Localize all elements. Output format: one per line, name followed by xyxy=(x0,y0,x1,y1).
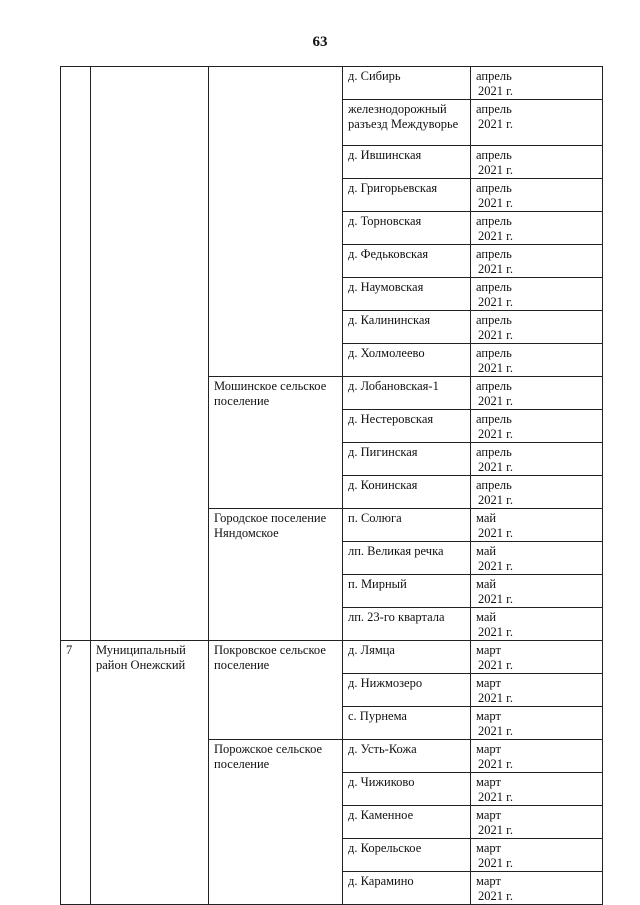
date-year: 2021 г. xyxy=(478,83,513,98)
locality-cell: п. Солюга xyxy=(343,509,471,542)
date-cell xyxy=(471,179,603,212)
locality-cell: д. Наумовская xyxy=(343,278,471,311)
locality-cell: с. Пурнема xyxy=(343,707,471,740)
date-month: март xyxy=(476,874,501,888)
date-cell xyxy=(471,344,603,377)
locality-cell: лп. 23-го квартала xyxy=(343,608,471,641)
date-month: май xyxy=(476,511,497,525)
date-year: 2021 г. xyxy=(478,393,513,408)
locality-cell: лп. Великая речка xyxy=(343,542,471,575)
date-year: 2021 г. xyxy=(478,195,513,210)
schedule-table xyxy=(60,66,603,905)
settlement-cell xyxy=(209,67,343,377)
date-cell xyxy=(471,674,603,707)
date-month: март xyxy=(476,808,501,822)
locality-cell: д. Григорьевская xyxy=(343,179,471,212)
date-month: май xyxy=(476,544,497,558)
date-year: 2021 г. xyxy=(478,261,513,276)
date-month: апрель xyxy=(476,478,512,492)
date-month: апрель xyxy=(476,313,512,327)
date-year: 2021 г. xyxy=(478,789,513,804)
date-year: 2021 г. xyxy=(478,723,513,738)
date-year: 2021 г. xyxy=(478,690,513,705)
date-year: 2021 г. xyxy=(478,294,513,309)
date-month: март xyxy=(476,709,501,723)
date-month: март xyxy=(476,775,501,789)
date-year: 2021 г. xyxy=(478,327,513,342)
date-cell xyxy=(471,146,603,179)
date-month: апрель xyxy=(476,181,512,195)
date-year: 2021 г. xyxy=(478,624,513,639)
locality-cell: д. Нижмозеро xyxy=(343,674,471,707)
date-month: май xyxy=(476,610,497,624)
district-cell: Муниципальный район Онежский xyxy=(91,641,209,905)
settlement-cell: Порожское сельское поселение xyxy=(209,740,343,905)
locality-cell: д. Чижиково xyxy=(343,773,471,806)
locality-cell: д. Торновская xyxy=(343,212,471,245)
date-cell xyxy=(471,806,603,839)
row-number-cell xyxy=(61,67,91,641)
locality-cell: д. Ившинская xyxy=(343,146,471,179)
date-year: 2021 г. xyxy=(478,855,513,870)
settlement-cell: Мошинское сельское поселение xyxy=(209,377,343,509)
date-cell xyxy=(471,773,603,806)
date-year: 2021 г. xyxy=(478,459,513,474)
date-cell xyxy=(471,542,603,575)
locality-cell: д. Холмолеево xyxy=(343,344,471,377)
date-cell xyxy=(471,509,603,542)
locality-cell: д. Федьковская xyxy=(343,245,471,278)
date-month: апрель xyxy=(476,379,512,393)
locality-cell: д. Лобановская-1 xyxy=(343,377,471,410)
locality-cell: п. Мирный xyxy=(343,575,471,608)
date-month: март xyxy=(476,841,501,855)
date-cell xyxy=(471,839,603,872)
locality-cell: д. Лямца xyxy=(343,641,471,674)
date-month: март xyxy=(476,742,501,756)
date-cell xyxy=(471,641,603,674)
locality-cell: д. Калининская xyxy=(343,311,471,344)
locality-cell: д. Пигинская xyxy=(343,443,471,476)
date-year: 2021 г. xyxy=(478,162,513,177)
date-cell xyxy=(471,575,603,608)
date-year: 2021 г. xyxy=(478,228,513,243)
date-cell xyxy=(471,872,603,905)
date-cell xyxy=(471,740,603,773)
locality-cell: д. Нестеровская xyxy=(343,410,471,443)
page-number: 63 xyxy=(312,34,328,50)
locality-cell: д. Каменное xyxy=(343,806,471,839)
date-cell xyxy=(471,67,603,100)
date-year: 2021 г. xyxy=(478,558,513,573)
date-month: апрель xyxy=(476,247,512,261)
locality-cell: д. Сибирь xyxy=(343,67,471,100)
date-cell xyxy=(471,212,603,245)
schedule-table-body xyxy=(61,67,603,905)
date-month: апрель xyxy=(476,445,512,459)
date-cell xyxy=(471,608,603,641)
date-month: апрель xyxy=(476,412,512,426)
date-cell xyxy=(471,410,603,443)
date-year: 2021 г. xyxy=(478,888,513,903)
locality-cell: д. Корельское xyxy=(343,839,471,872)
date-year: 2021 г. xyxy=(478,360,513,375)
date-cell xyxy=(471,245,603,278)
locality-cell: д. Карамино xyxy=(343,872,471,905)
date-year: 2021 г. xyxy=(478,591,513,606)
locality-cell: железнодорожный разъезд Междуворье xyxy=(343,100,471,146)
date-month: апрель xyxy=(476,148,512,162)
date-cell xyxy=(471,476,603,509)
date-cell xyxy=(471,707,603,740)
date-cell xyxy=(471,443,603,476)
row-number-cell: 7 xyxy=(61,641,91,905)
locality-cell: д. Конинская xyxy=(343,476,471,509)
date-year: 2021 г. xyxy=(478,492,513,507)
table-row xyxy=(61,641,603,674)
date-year: 2021 г. xyxy=(478,822,513,837)
date-month: апрель xyxy=(476,102,512,116)
date-year: 2021 г. xyxy=(478,525,513,540)
date-month: апрель xyxy=(476,69,512,83)
date-cell xyxy=(471,311,603,344)
date-cell xyxy=(471,100,603,146)
district-cell xyxy=(91,67,209,641)
date-month: апрель xyxy=(476,214,512,228)
date-month: апрель xyxy=(476,280,512,294)
table-row xyxy=(61,67,603,100)
date-month: март xyxy=(476,643,501,657)
date-year: 2021 г. xyxy=(478,426,513,441)
settlement-cell: Покровское сельское поселение xyxy=(209,641,343,740)
date-cell xyxy=(471,278,603,311)
date-cell xyxy=(471,377,603,410)
date-year: 2021 г. xyxy=(478,756,513,771)
date-month: май xyxy=(476,577,497,591)
date-month: апрель xyxy=(476,346,512,360)
date-month: март xyxy=(476,676,501,690)
settlement-cell: Городское поселение Няндомское xyxy=(209,509,343,641)
date-year: 2021 г. xyxy=(478,657,513,672)
locality-cell: д. Усть-Кожа xyxy=(343,740,471,773)
date-year: 2021 г. xyxy=(478,116,513,131)
